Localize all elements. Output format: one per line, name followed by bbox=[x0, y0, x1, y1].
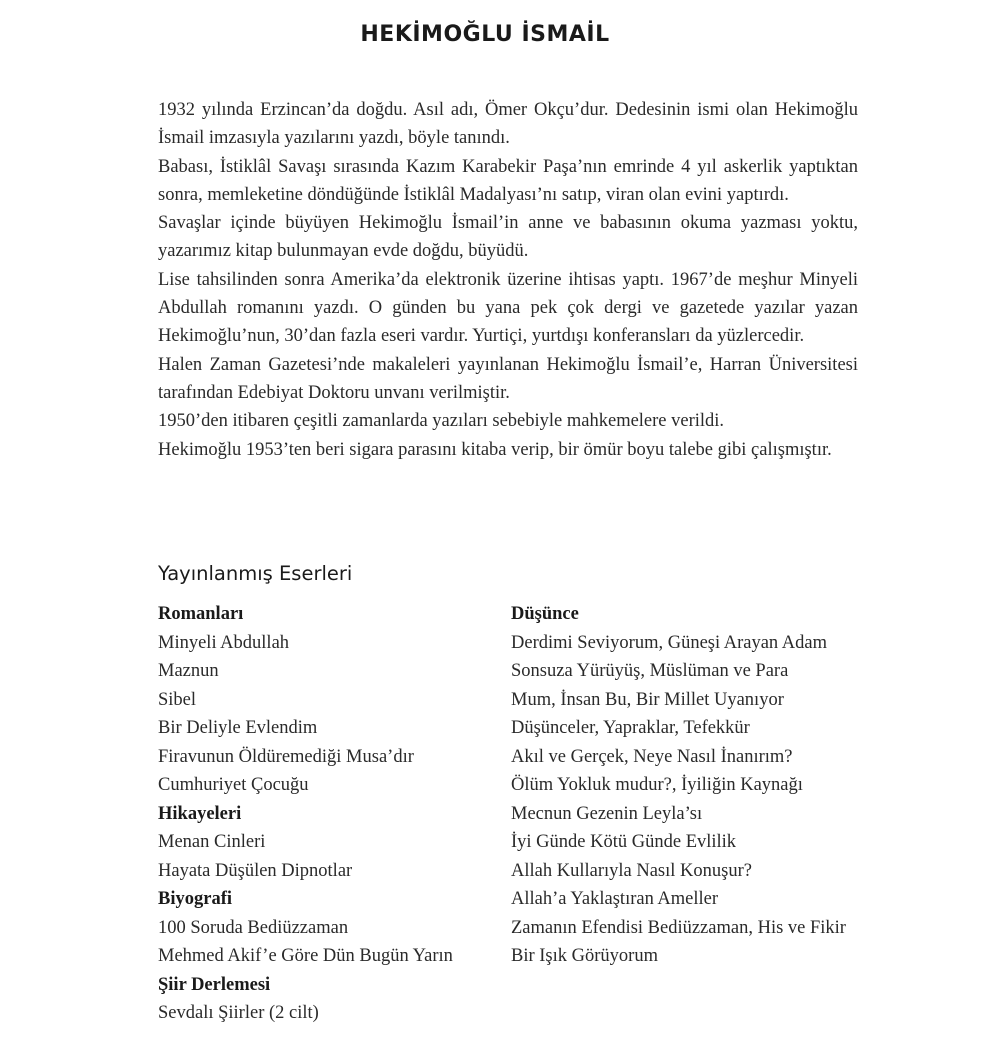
category-heading-biography: Biyografi bbox=[158, 889, 232, 909]
category-heading-thought: Düşünce bbox=[511, 604, 579, 624]
work-item: Mehmed Akif’e Göre Dün Bugün Yarın bbox=[158, 946, 453, 966]
works-heading: Yayınlanmış Eserleri bbox=[158, 562, 353, 585]
work-item: Firavunun Öldüremediği Musa’dır bbox=[158, 746, 414, 767]
work-item: Minyeli Abdullah bbox=[158, 632, 290, 653]
bio-paragraph: Hekimoğlu 1953’ten beri sigara parasını kitaba verip, bir ömür boyu talebe gibi çalışmıştır. bbox=[158, 439, 832, 460]
work-item: İyi Günde Kötü Günde Evlilik bbox=[511, 832, 737, 852]
work-item: Derdimi Seviyorum, Güneşi Arayan Adam bbox=[511, 632, 827, 653]
bio-paragraph: 1950’den itibaren çeşitli zamanlarda yazıları sebebiyle mahkemelere verildi. bbox=[158, 411, 725, 432]
category-heading-novels: Romanları bbox=[158, 604, 244, 624]
category-heading-poetry: Şiir Derlemesi bbox=[158, 974, 271, 995]
work-item: Sonsuza Yürüyüş, Müslüman ve Para bbox=[511, 661, 789, 681]
bio-paragraph: Lise tahsilinden sonra Amerika’da elektronik üzerine ihtisas yaptı. 1967’de meşhur Minyeli Abdullah romanını yazdı. O günden bu yana pek çok dergi ve gazetede yazılar yazan Hekimoğlu’nun, 30’dan fazla eseri vardır. Yurtiçi, yurtdışı konferansları da yüzlercedir. bbox=[158, 269, 858, 347]
page-title: HEKİMOĞLU İSMAİL bbox=[360, 22, 610, 47]
biography-text bbox=[158, 96, 858, 464]
bio-paragraph: Halen Zaman Gazetesi’nde makaleleri yayınlanan Hekimoğlu İsmail’e, Harran Üniversitesi tarafından Edebiyat Doktoru unvanı verilmiştir. bbox=[158, 354, 858, 403]
work-item: 100 Soruda Bediüzzaman bbox=[158, 917, 349, 938]
work-item: Akıl ve Gerçek, Neye Nasıl İnanırım? bbox=[511, 746, 793, 767]
work-item: Mum, İnsan Bu, Bir Millet Uyanıyor bbox=[511, 689, 784, 710]
work-item: Zamanın Efendisi Bediüzzaman, His ve Fikir bbox=[511, 917, 846, 938]
bio-paragraph: Babası, İstiklâl Savaşı sırasında Kazım Karabekir Paşa’nın emrinde 4 yıl askerlik yaptıktan sonra, memleketine döndüğünde İstiklâl Madalyası’nı satıp, viran olan evini yaptırdı. bbox=[158, 156, 858, 205]
work-item: Cumhuriyet Çocuğu bbox=[158, 775, 309, 795]
work-item: Düşünceler, Yapraklar, Tefekkür bbox=[511, 718, 750, 738]
bio-paragraph: Savaşlar içinde büyüyen Hekimoğlu İsmail’in anne ve babasının okuma yazması yoktu, yazarımız kitap bulunmayan evde doğdu, büyüdü. bbox=[158, 213, 858, 262]
bio-paragraph: 1932 yılında Erzincan’da doğdu. Asıl adı, Ömer Okçu’dur. Dedesinin ismi olan Hekimoğlu İsmail imzasıyla yazılarını yazdı, böyle tanındı. bbox=[158, 100, 858, 149]
work-item: Maznun bbox=[158, 661, 219, 681]
work-item: Allah’a Yaklaştıran Ameller bbox=[511, 889, 719, 909]
work-item: Mecnun Gezenin Leyla’sı bbox=[511, 803, 703, 824]
work-item: Menan Cinleri bbox=[158, 832, 266, 852]
work-item: Sibel bbox=[158, 689, 197, 710]
work-item: Hayata Düşülen Dipnotlar bbox=[158, 860, 353, 881]
category-heading-stories: Hikayeleri bbox=[158, 803, 242, 824]
work-item: Sevdalı Şiirler (2 cilt) bbox=[158, 1003, 319, 1023]
works-left-column bbox=[158, 600, 503, 1028]
work-item: Ölüm Yokluk mudur?, İyiliğin Kaynağı bbox=[511, 775, 803, 795]
work-item: Allah Kullarıyla Nasıl Konuşur? bbox=[511, 860, 752, 881]
work-item: Bir Deliyle Evlendim bbox=[158, 718, 318, 738]
works-right-column bbox=[511, 600, 856, 971]
work-item: Bir Işık Görüyorum bbox=[511, 946, 658, 966]
